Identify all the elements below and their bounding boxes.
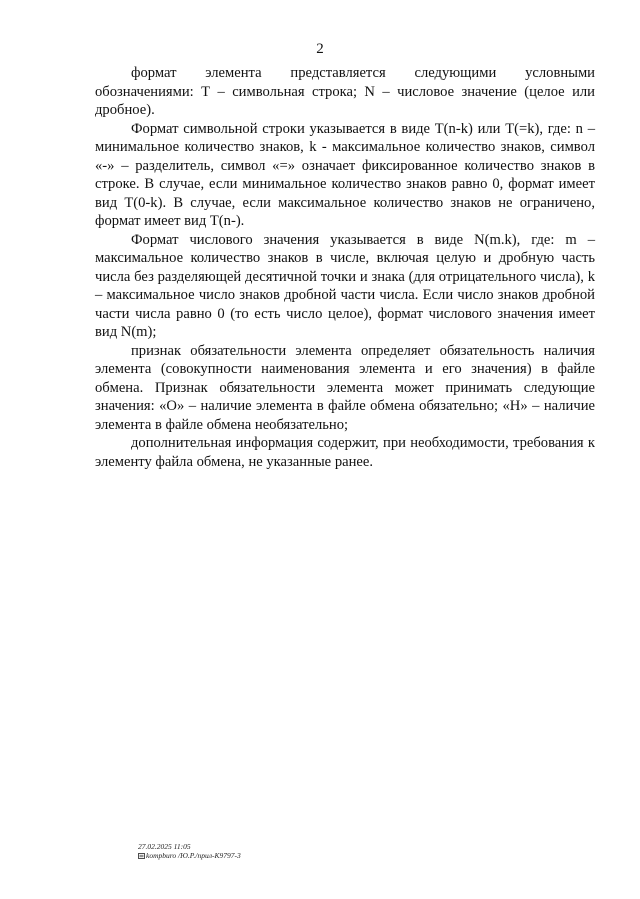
paragraph-numeric-format: Формат числового значения указывается в виде N(m.k), где: m – максимальное количество знаков в числе, включая целую и дробную часть числа без разделяющей десятичной точки и знака (для отрицательного числа), k – максимальное число знаков дробной части числа. Если число знаков дробной части числа равно 0 (то есть число целое), формат числового значения имеет вид N(m); [95,231,595,340]
paragraph-mandatory-flag: признак обязательности элемента определяет обязательность наличия элемента (совокупности наименования элемента и его значения) в файле обмена. Признак обязательности элемента может принимать следующие значения: «О» – наличие элемента в файле обмена обязательно; «Н» – наличие элемента в файле обмена необязательно; [95,342,595,433]
footer-reference: kompburo /Ю.Р./прил-К9797-3 [146,851,241,860]
paragraph-string-format: Формат символьной строки указывается в виде T(n-k) или T(=k), где: n – минимальное количество знаков, k - максимальное количество знаков, символ «-» – разделитель, символ «=» означает фиксированное количество знаков в строке. В случае, если минимальное количество знаков равно 0, формат имеет вид T(0-k). В случае, если максимальное количество знаков не ограничено, формат имеет вид T(n-). [95,120,595,229]
footer-reference-line [138,851,241,860]
page-number: 2 [316,41,324,57]
footer-stamp [138,842,241,860]
footer-timestamp: 27.02.2025 11:05 [138,842,191,851]
paragraph-format-notation: формат элемента представляется следующими условными обозначениями: Т – символьная строка; N – числовое значение (целое или дробное). [95,65,595,118]
paragraph-additional-info: дополнительная информация содержит, при необходимости, требования к элементу файла обмена, не указанные ранее. [95,435,595,470]
body-text [95,64,595,471]
document-stamp-icon [138,853,145,859]
